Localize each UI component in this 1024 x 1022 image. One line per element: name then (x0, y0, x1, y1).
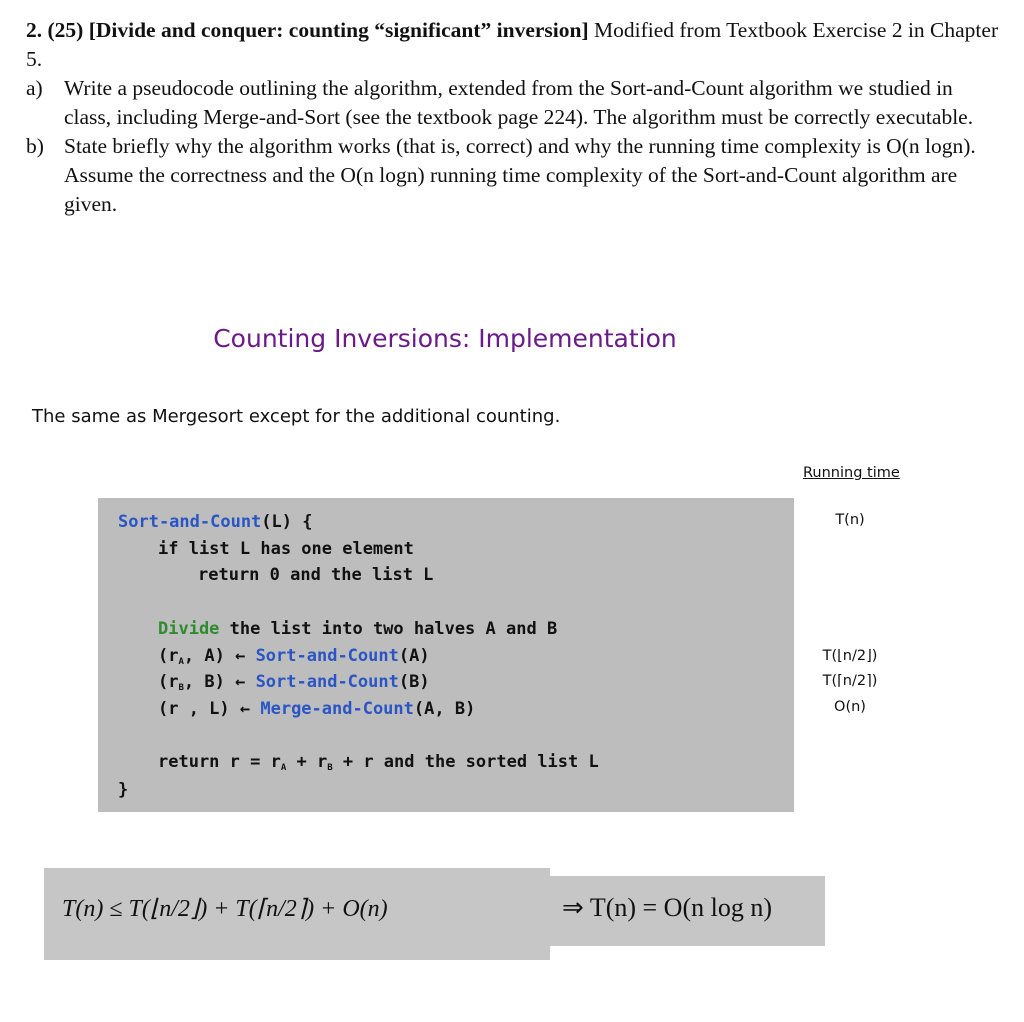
code-line-recurse-b (158, 672, 430, 693)
running-time-value: T(⌈n/2⌉) (822, 673, 878, 689)
function-name: Sort-and-Count (255, 646, 399, 666)
problem-item-a (26, 74, 1001, 132)
code-text: (L) { (261, 512, 313, 532)
subscript: B (327, 763, 333, 773)
code-text: + r and the sorted list L (332, 752, 599, 772)
item-text: State briefly why the algorithm works (that is, correct) and why the running time complexity is O(n logn). Assume the correctness and the O(n logn) running time complexity of the Sort-and-Count algorithm are given. (64, 134, 976, 216)
running-time-value: O(n) (834, 699, 866, 715)
subscript: A (178, 657, 184, 667)
code-line-return (158, 752, 599, 773)
code-text: (B) (398, 672, 430, 692)
item-text: Write a pseudocode outlining the algorithm, extended from the Sort-and-Count algorithm we studied in class, including Merge-and-Sort (see the textbook page 224). The algorithm must be correctly executable. (64, 76, 974, 129)
running-time-header: Running time (803, 465, 900, 481)
problem-statement (26, 16, 1001, 219)
problem-heading-bold: 2. (25) [Divide and conquer: counting “significant” inversion] (26, 18, 589, 42)
function-name: Merge-and-Count (260, 699, 414, 719)
code-line-signature (118, 512, 312, 532)
recurrence-formula: T(n) ≤ T(⌊n/2⌋) + T(⌈n/2⌉) + O(n) (62, 896, 388, 922)
result-formula: ⇒ T(n) = O(n log n) (562, 893, 772, 922)
item-label: b) (26, 134, 44, 158)
code-line-return-base: return 0 and the list L (198, 565, 434, 585)
code-line-divide (158, 619, 557, 639)
code-line-recurse-a (158, 646, 430, 667)
code-text: (r (158, 646, 179, 666)
problem-heading-rest: Modified from Textbook Exercise 2 in Chapter 5. (26, 18, 999, 71)
code-text: (r (158, 672, 179, 692)
code-text: the list into two halves A and B (219, 619, 558, 639)
problem-item-b (26, 132, 1001, 219)
running-time-value: T(⌊n/2⌋) (822, 648, 878, 664)
divide-keyword: Divide (158, 619, 220, 639)
subscript: B (178, 683, 184, 693)
code-line-merge (158, 699, 475, 719)
slide-title: Counting Inversions: Implementation (213, 324, 677, 353)
code-text: (r , L) ← (158, 699, 261, 719)
code-text: , B) ← (183, 672, 256, 692)
code-text: (A, B) (413, 699, 476, 719)
problem-heading (26, 16, 1001, 74)
function-name: Sort-and-Count (118, 512, 262, 532)
subscript: A (280, 763, 287, 773)
code-text: (A) (398, 646, 430, 666)
code-text: , A) ← (183, 646, 256, 666)
function-name: Sort-and-Count (255, 672, 399, 692)
code-line-close: } (118, 780, 129, 800)
item-label: a) (26, 76, 43, 100)
code-line-if: if list L has one element (158, 539, 414, 559)
running-time-value: T(n) (835, 512, 865, 528)
code-text: + r (286, 752, 328, 772)
code-text: return r = r (158, 752, 281, 772)
slide-intro: The same as Mergesort except for the additional counting. (32, 406, 561, 427)
